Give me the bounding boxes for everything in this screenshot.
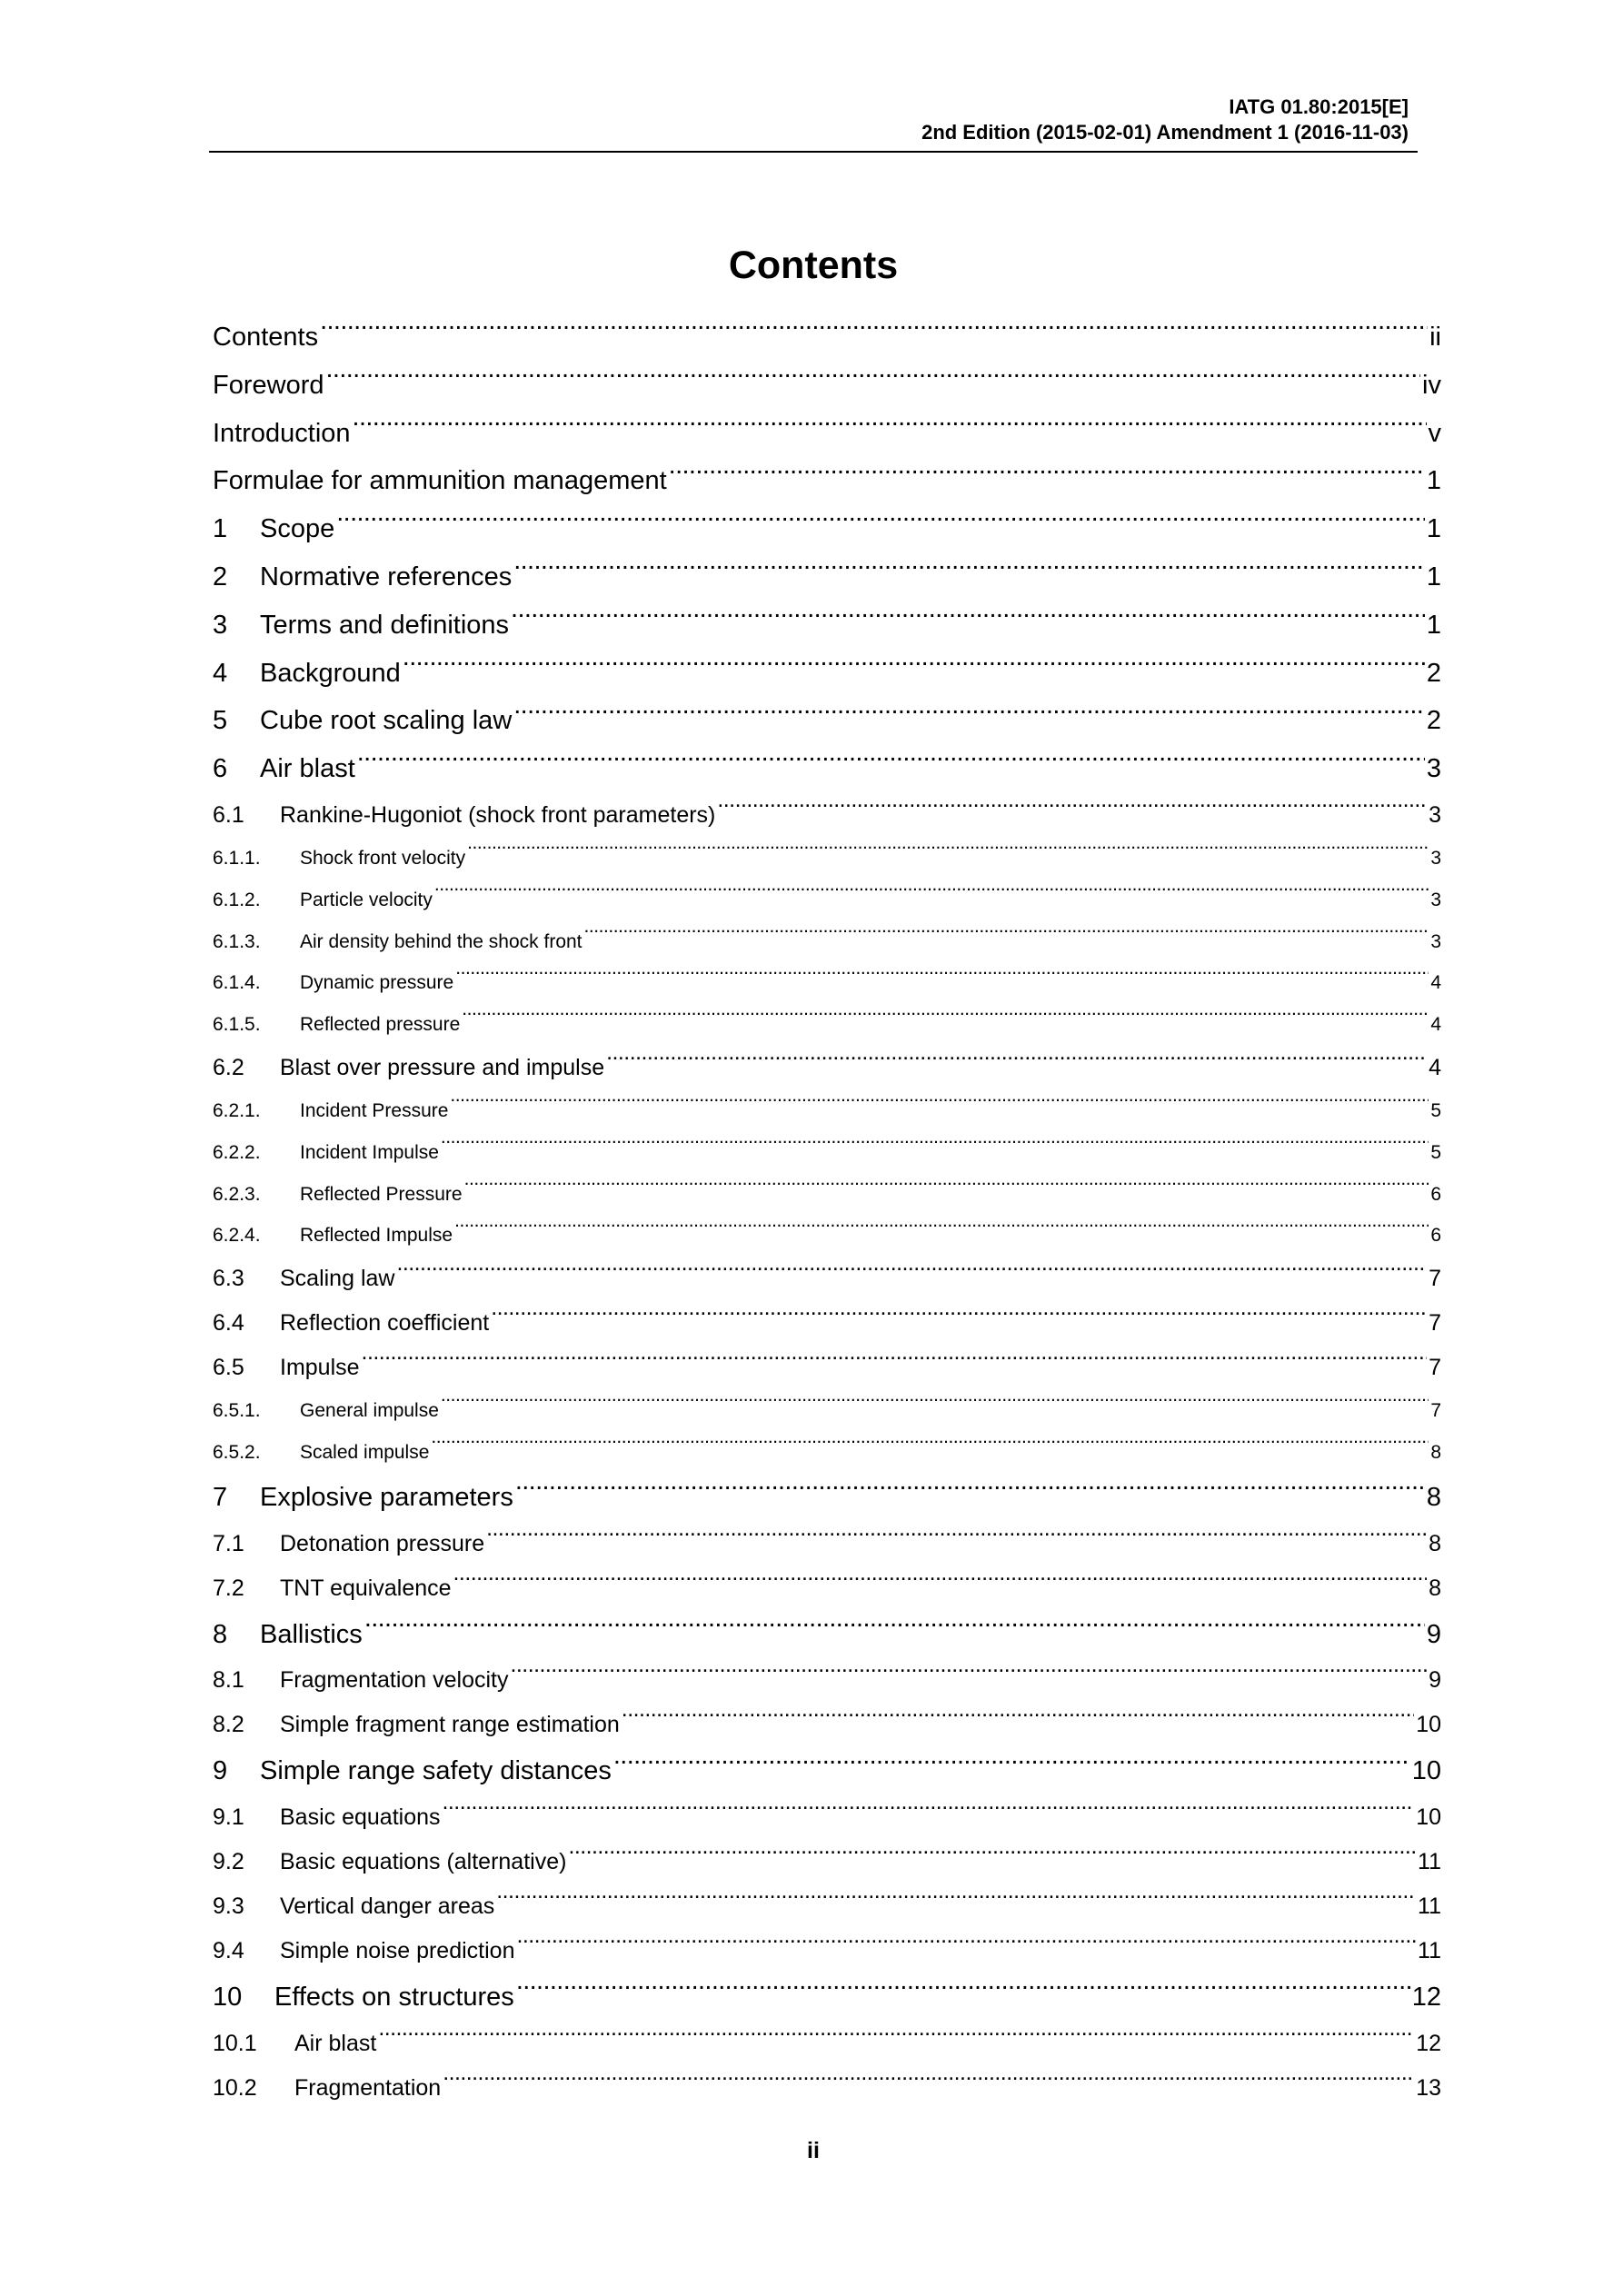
toc-entry-number: 1 bbox=[213, 514, 228, 544]
toc-entry-page: 6 bbox=[1430, 1183, 1441, 1205]
toc-entry-page: 11 bbox=[1418, 1893, 1441, 1920]
page-header bbox=[209, 94, 1418, 153]
toc-entry[interactable] bbox=[213, 1432, 1441, 1474]
toc-entry-page: 4 bbox=[1430, 1014, 1441, 1036]
page-title: Contents bbox=[728, 244, 899, 287]
dot-leader bbox=[450, 1098, 1429, 1117]
toc-entry[interactable] bbox=[213, 962, 1441, 1004]
toc-entry[interactable] bbox=[213, 1132, 1441, 1174]
dot-leader bbox=[486, 1528, 1427, 1551]
toc-entry-label: Shock front velocity bbox=[300, 847, 466, 869]
toc-entry-page: 1 bbox=[1426, 562, 1441, 591]
dot-leader bbox=[403, 655, 1425, 681]
toc-entry[interactable] bbox=[213, 1474, 1441, 1522]
toc-entry-number: 6.5 bbox=[213, 1355, 244, 1381]
toc-entry-label: Reflected Impulse bbox=[300, 1225, 453, 1247]
toc-entry-page: 7 bbox=[1429, 1310, 1441, 1337]
toc-entry-number: 6.1 bbox=[213, 801, 244, 828]
dot-leader bbox=[357, 750, 1425, 777]
toc-entry-page: 8 bbox=[1429, 1575, 1441, 1601]
toc-entry[interactable] bbox=[213, 1884, 1441, 1929]
toc-entry-page: 2 bbox=[1426, 658, 1441, 688]
dot-leader bbox=[464, 1181, 1429, 1200]
header-rule bbox=[209, 151, 1418, 153]
toc-entry-number: 6.1.3. bbox=[213, 930, 261, 952]
toc-entry-page: 7 bbox=[1430, 1400, 1441, 1422]
toc-entry-number: 6.1.4. bbox=[213, 972, 261, 994]
toc-entry-number: 9.2 bbox=[213, 1849, 244, 1875]
dot-leader bbox=[443, 2072, 1414, 2095]
toc-entry-number: 6.2.2. bbox=[213, 1141, 261, 1163]
toc-entry[interactable] bbox=[213, 1840, 1441, 1884]
document-id: IATG 01.80:2015[E] bbox=[1229, 95, 1409, 118]
toc-entry-page: 5 bbox=[1430, 1099, 1441, 1121]
toc-entry[interactable] bbox=[213, 1703, 1441, 1747]
toc-entry-label: Air blast bbox=[294, 2030, 377, 2056]
toc-entry-label: Ballistics bbox=[260, 1619, 363, 1649]
toc-entry-label: Reflected pressure bbox=[300, 1014, 461, 1036]
toc-entry-number: 9 bbox=[213, 1756, 228, 1786]
toc-entry-label: Vertical danger areas bbox=[280, 1893, 495, 1920]
toc-entry-number: 2 bbox=[213, 562, 228, 591]
toc-entry-label: Explosive parameters bbox=[260, 1482, 513, 1512]
toc-entry-number: 6.1.1. bbox=[213, 847, 261, 869]
toc-entry-label: Reflection coefficient bbox=[280, 1310, 490, 1337]
toc-entry-page: 8 bbox=[1430, 1441, 1441, 1463]
toc-entry-number: 9.1 bbox=[213, 1804, 244, 1831]
toc-entry-page: 10 bbox=[1416, 1804, 1441, 1831]
dot-leader bbox=[491, 1307, 1427, 1330]
dot-leader bbox=[453, 1573, 1428, 1595]
toc-entry[interactable] bbox=[213, 1257, 1441, 1301]
toc-entry[interactable] bbox=[213, 793, 1441, 838]
dot-leader bbox=[513, 702, 1425, 729]
toc-entry-page: 3 bbox=[1429, 801, 1441, 828]
dot-leader bbox=[568, 1846, 1416, 1869]
toc-entry-number: 6.3 bbox=[213, 1266, 244, 1292]
dot-leader bbox=[434, 887, 1429, 906]
toc-entry[interactable] bbox=[213, 880, 1441, 921]
toc-entry-page: iv bbox=[1422, 370, 1441, 400]
toc-entry-label: Formulae for ammunition management bbox=[213, 466, 667, 496]
dot-leader bbox=[511, 607, 1425, 633]
toc-entry[interactable] bbox=[213, 1973, 1441, 2022]
toc-entry[interactable] bbox=[213, 1611, 1441, 1659]
toc-entry[interactable] bbox=[213, 2022, 1441, 2066]
toc-entry-page: 8 bbox=[1426, 1482, 1441, 1512]
toc-entry-number: 9.3 bbox=[213, 1893, 244, 1920]
toc-entry-page: 4 bbox=[1430, 972, 1441, 994]
toc-entry[interactable] bbox=[213, 1522, 1441, 1566]
toc-entry-page: 5 bbox=[1430, 1141, 1441, 1163]
toc-entry-page: 7 bbox=[1429, 1266, 1441, 1292]
dot-leader bbox=[443, 1802, 1415, 1824]
edition-line: 2nd Edition (2015-02-01) Amendment 1 (2016-11-03) bbox=[921, 121, 1409, 144]
toc-entry-page: 10 bbox=[1416, 1712, 1441, 1738]
toc-entry[interactable] bbox=[213, 1301, 1441, 1346]
toc-entry[interactable] bbox=[213, 1390, 1441, 1432]
toc-entry[interactable] bbox=[213, 1215, 1441, 1257]
dot-leader bbox=[669, 462, 1425, 489]
dot-leader bbox=[613, 1753, 1410, 1779]
toc-entry-label: Scaled impulse bbox=[300, 1441, 430, 1463]
toc-entry[interactable] bbox=[213, 2066, 1441, 2111]
toc-entry-page: 11 bbox=[1418, 1938, 1441, 1964]
dot-leader bbox=[516, 1935, 1416, 1958]
toc-entry-number: 7.2 bbox=[213, 1575, 244, 1601]
toc-entry-page: 3 bbox=[1430, 930, 1441, 952]
toc-entry[interactable] bbox=[213, 650, 1441, 698]
toc-entry-number: 5 bbox=[213, 706, 228, 736]
toc-entry-number: 6.2 bbox=[213, 1054, 244, 1080]
dot-leader bbox=[516, 1979, 1410, 2005]
table-of-contents bbox=[213, 313, 1441, 2111]
dot-leader bbox=[454, 1222, 1429, 1241]
toc-entry-number: 3 bbox=[213, 610, 228, 640]
toc-entry[interactable] bbox=[213, 921, 1441, 963]
toc-entry-label: Effects on structures bbox=[274, 1983, 514, 2013]
toc-entry-label: Fragmentation bbox=[294, 2074, 442, 2101]
dot-leader bbox=[320, 319, 1428, 345]
toc-entry-number: 6.1.2. bbox=[213, 889, 261, 910]
toc-entry-page: ii bbox=[1429, 323, 1441, 352]
dot-leader bbox=[515, 1479, 1425, 1506]
toc-entry[interactable] bbox=[213, 1747, 1441, 1795]
dot-leader bbox=[362, 1352, 1428, 1375]
toc-entry-label: TNT equivalence bbox=[280, 1575, 452, 1601]
toc-entry-number: 10.2 bbox=[213, 2074, 257, 2101]
toc-entry-number: 6 bbox=[213, 754, 228, 784]
toc-entry-label: Dynamic pressure bbox=[300, 972, 454, 994]
toc-entry-label: Simple range safety distances bbox=[260, 1756, 612, 1786]
toc-entry-page: 1 bbox=[1426, 610, 1441, 640]
toc-entry-number: 4 bbox=[213, 658, 228, 688]
toc-entry-label: Simple fragment range estimation bbox=[280, 1712, 620, 1738]
dot-leader bbox=[513, 559, 1425, 585]
toc-entry-label: Normative references bbox=[260, 562, 513, 591]
toc-entry-label: Scaling law bbox=[280, 1266, 395, 1292]
toc-entry-number: 8.2 bbox=[213, 1712, 244, 1738]
toc-entry-number: 8.1 bbox=[213, 1667, 244, 1694]
toc-entry-label: Introduction bbox=[213, 418, 351, 448]
toc-entry[interactable] bbox=[213, 745, 1441, 793]
toc-entry[interactable] bbox=[213, 1174, 1441, 1216]
toc-entry[interactable] bbox=[213, 838, 1441, 880]
toc-entry-label: Cube root scaling law bbox=[260, 706, 513, 736]
toc-entry-number: 6.1.5. bbox=[213, 1014, 261, 1036]
toc-entry-page: 9 bbox=[1426, 1619, 1441, 1649]
toc-entry-number: 6.2.3. bbox=[213, 1183, 261, 1205]
toc-entry-number: 8 bbox=[213, 1619, 228, 1649]
toc-entry-page: 4 bbox=[1429, 1054, 1441, 1080]
toc-entry[interactable] bbox=[213, 601, 1441, 650]
dot-leader bbox=[431, 1439, 1429, 1458]
toc-entry[interactable] bbox=[213, 1090, 1441, 1132]
toc-entry-page: 2 bbox=[1426, 706, 1441, 736]
toc-entry-label: Scope bbox=[260, 514, 335, 544]
toc-entry-label: Blast over pressure and impulse bbox=[280, 1054, 605, 1080]
toc-entry-number: 6.4 bbox=[213, 1310, 244, 1337]
page-number: ii bbox=[807, 2138, 820, 2163]
toc-entry-label: Contents bbox=[213, 323, 319, 352]
toc-entry-page: 1 bbox=[1426, 514, 1441, 544]
toc-entry[interactable] bbox=[213, 1346, 1441, 1390]
toc-entry-label: Reflected Pressure bbox=[300, 1183, 463, 1205]
dot-leader bbox=[511, 1665, 1428, 1687]
toc-entry-page: 3 bbox=[1430, 847, 1441, 869]
toc-entry[interactable] bbox=[213, 313, 1441, 362]
toc-entry-label: Terms and definitions bbox=[260, 610, 510, 640]
toc-entry-number: 10 bbox=[213, 1983, 243, 2013]
toc-entry-label: Incident Impulse bbox=[300, 1141, 439, 1163]
dot-leader bbox=[336, 511, 1425, 537]
toc-entry[interactable] bbox=[213, 457, 1441, 505]
toc-entry[interactable] bbox=[213, 1929, 1441, 1973]
toc-entry-number: 6.2.4. bbox=[213, 1225, 261, 1247]
toc-entry-number: 7.1 bbox=[213, 1530, 244, 1556]
toc-entry-page: v bbox=[1428, 418, 1441, 448]
toc-entry[interactable] bbox=[213, 1658, 1441, 1703]
toc-entry-label: Foreword bbox=[213, 370, 324, 400]
toc-entry-label: Rankine-Hugoniot (shock front parameters) bbox=[280, 801, 716, 828]
toc-entry[interactable] bbox=[213, 553, 1441, 601]
toc-entry-page: 12 bbox=[1411, 1983, 1441, 2013]
dot-leader bbox=[717, 800, 1427, 822]
dot-leader bbox=[467, 845, 1429, 864]
toc-entry-number: 6.5.1. bbox=[213, 1400, 261, 1422]
toc-entry-label: Background bbox=[260, 658, 401, 688]
toc-entry-number: 9.4 bbox=[213, 1938, 244, 1964]
toc-entry[interactable] bbox=[213, 1795, 1441, 1840]
toc-entry-label: Particle velocity bbox=[300, 889, 433, 910]
toc-entry-page: 1 bbox=[1426, 466, 1441, 496]
toc-entry[interactable] bbox=[213, 1004, 1441, 1046]
toc-entry-number: 7 bbox=[213, 1482, 228, 1512]
dot-leader bbox=[584, 929, 1429, 948]
toc-entry-label: General impulse bbox=[300, 1400, 439, 1422]
dot-leader bbox=[455, 969, 1429, 989]
toc-entry-number: 10.1 bbox=[213, 2030, 257, 2056]
dot-leader bbox=[364, 1616, 1425, 1643]
dot-leader bbox=[441, 1397, 1429, 1416]
dot-leader bbox=[441, 1139, 1429, 1158]
dot-leader bbox=[462, 1011, 1429, 1030]
toc-entry-page: 9 bbox=[1429, 1667, 1441, 1694]
toc-entry-label: Basic equations bbox=[280, 1804, 441, 1831]
toc-entry-page: 7 bbox=[1429, 1355, 1441, 1381]
dot-leader bbox=[326, 367, 1421, 393]
toc-entry[interactable] bbox=[213, 1046, 1441, 1090]
dot-leader bbox=[378, 2028, 1414, 2051]
toc-entry-label: Basic equations (alternative) bbox=[280, 1849, 567, 1875]
toc-entry-label: Air density behind the shock front bbox=[300, 930, 582, 952]
toc-entry-label: Air blast bbox=[260, 754, 355, 784]
toc-entry-page: 12 bbox=[1416, 2030, 1441, 2056]
toc-entry-label: Incident Pressure bbox=[300, 1099, 449, 1121]
toc-entry-number: 6.5.2. bbox=[213, 1441, 261, 1463]
toc-entry-label: Fragmentation velocity bbox=[280, 1667, 509, 1694]
dot-leader bbox=[353, 415, 1427, 442]
toc-entry-page: 10 bbox=[1411, 1756, 1441, 1786]
dot-leader bbox=[396, 1263, 1427, 1286]
toc-entry-page: 3 bbox=[1430, 889, 1441, 910]
toc-entry-page: 8 bbox=[1429, 1530, 1441, 1556]
toc-entry[interactable] bbox=[213, 505, 1441, 553]
toc-entry-label: Detonation pressure bbox=[280, 1530, 485, 1556]
toc-entry-page: 3 bbox=[1426, 754, 1441, 784]
toc-entry[interactable] bbox=[213, 697, 1441, 745]
toc-entry-label: Simple noise prediction bbox=[280, 1938, 515, 1964]
toc-entry-page: 13 bbox=[1416, 2074, 1441, 2101]
dot-leader bbox=[606, 1052, 1427, 1075]
toc-entry[interactable] bbox=[213, 1566, 1441, 1611]
toc-entry-label: Impulse bbox=[280, 1355, 360, 1381]
toc-entry[interactable] bbox=[213, 362, 1441, 410]
toc-entry[interactable] bbox=[213, 410, 1441, 458]
toc-entry-page: 6 bbox=[1430, 1225, 1441, 1247]
dot-leader bbox=[622, 1709, 1414, 1732]
toc-entry-number: 6.2.1. bbox=[213, 1099, 261, 1121]
toc-entry-page: 11 bbox=[1418, 1849, 1441, 1875]
dot-leader bbox=[496, 1891, 1416, 1913]
